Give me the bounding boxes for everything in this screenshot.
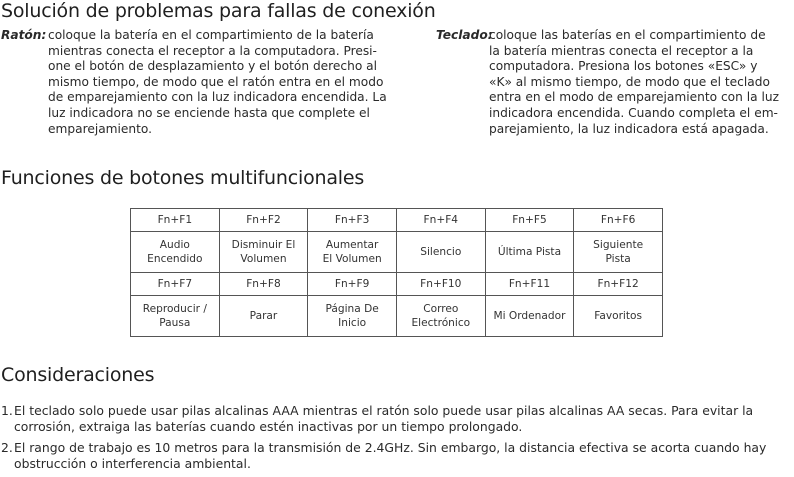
- list-item: [0, 403, 794, 434]
- function-row: [131, 296, 663, 337]
- function-cell: Reproducir / Pausa: [131, 296, 220, 337]
- function-cell: Silencio: [396, 232, 485, 273]
- key-cell: Fn+F8: [219, 273, 308, 296]
- function-cell: Audio Encendido: [131, 232, 220, 273]
- keyboard-text: coloque las baterías en el compartimiento de la batería mientras conecta el receptor a la computadora. Presiona los botones «ESC» y «K» al mismo tiempo, de modo que el teclado entra en el modo de emparejamiento con la luz indicadora encendida. Cuando completa el em- parejamiento, la luz indicadora está apagada.: [489, 28, 779, 136]
- item-number: 2.: [1, 440, 13, 455]
- function-cell: Mi Ordenador: [485, 296, 574, 337]
- key-cell: Fn+F4: [396, 209, 485, 232]
- functions-heading: Funciones de botones multifuncionales: [1, 167, 365, 189]
- key-cell: Fn+F9: [308, 273, 397, 296]
- item-text: El rango de trabajo es 10 metros para la transmisión de 2.4GHz. Sin embargo, la distancia efectiva se acorta cuando hay obstrucción o interferencia ambiental.: [14, 440, 767, 471]
- function-cell: Disminuir El Volumen: [219, 232, 308, 273]
- key-cell: Fn+F6: [574, 209, 663, 232]
- function-cell: Favoritos: [574, 296, 663, 337]
- function-cell: Última Pista: [485, 232, 574, 273]
- function-cell: Página De Inicio: [308, 296, 397, 337]
- function-cell: Siguiente Pista: [574, 232, 663, 273]
- function-row: [131, 232, 663, 273]
- key-cell: Fn+F11: [485, 273, 574, 296]
- item-text: El teclado solo puede usar pilas alcalinas AAA mientras el ratón solo puede usar pilas alcalinas AA secas. Para evitar la corrosión, extraiga las baterías cuando estén inactivas por un tiempo prolongado.: [14, 403, 754, 434]
- function-cell: Aumentar El Volumen: [308, 232, 397, 273]
- key-row: [131, 209, 663, 232]
- key-cell: Fn+F7: [131, 273, 220, 296]
- mouse-label: Ratón:: [1, 28, 47, 42]
- item-number: 1.: [1, 403, 13, 418]
- considerations-heading: Consideraciones: [1, 364, 155, 386]
- mouse-text: coloque la batería en el compartimiento de la batería mientras conecta el receptor a la computadora. Presi- one el botón de desplazamiento y el botón derecho al mismo tiempo, de modo que el ratón entra en el modo de emparejamiento con la luz indicadora encendida. La luz indicadora no se enciende hasta que complete el emparejamiento.: [48, 28, 387, 136]
- key-cell: Fn+F10: [396, 273, 485, 296]
- function-cell: Parar: [219, 296, 308, 337]
- key-row: [131, 273, 663, 296]
- list-item: [0, 440, 794, 471]
- key-cell: Fn+F3: [308, 209, 397, 232]
- function-cell: Correo Electrónico: [396, 296, 485, 337]
- function-keys-table: [130, 208, 663, 337]
- key-cell: Fn+F2: [219, 209, 308, 232]
- key-cell: Fn+F5: [485, 209, 574, 232]
- key-cell: Fn+F12: [574, 273, 663, 296]
- key-cell: Fn+F1: [131, 209, 220, 232]
- considerations-list: [0, 403, 794, 477]
- troubleshooting-heading: Solución de problemas para fallas de conexión: [1, 0, 436, 22]
- keyboard-label: Teclado:: [436, 28, 493, 42]
